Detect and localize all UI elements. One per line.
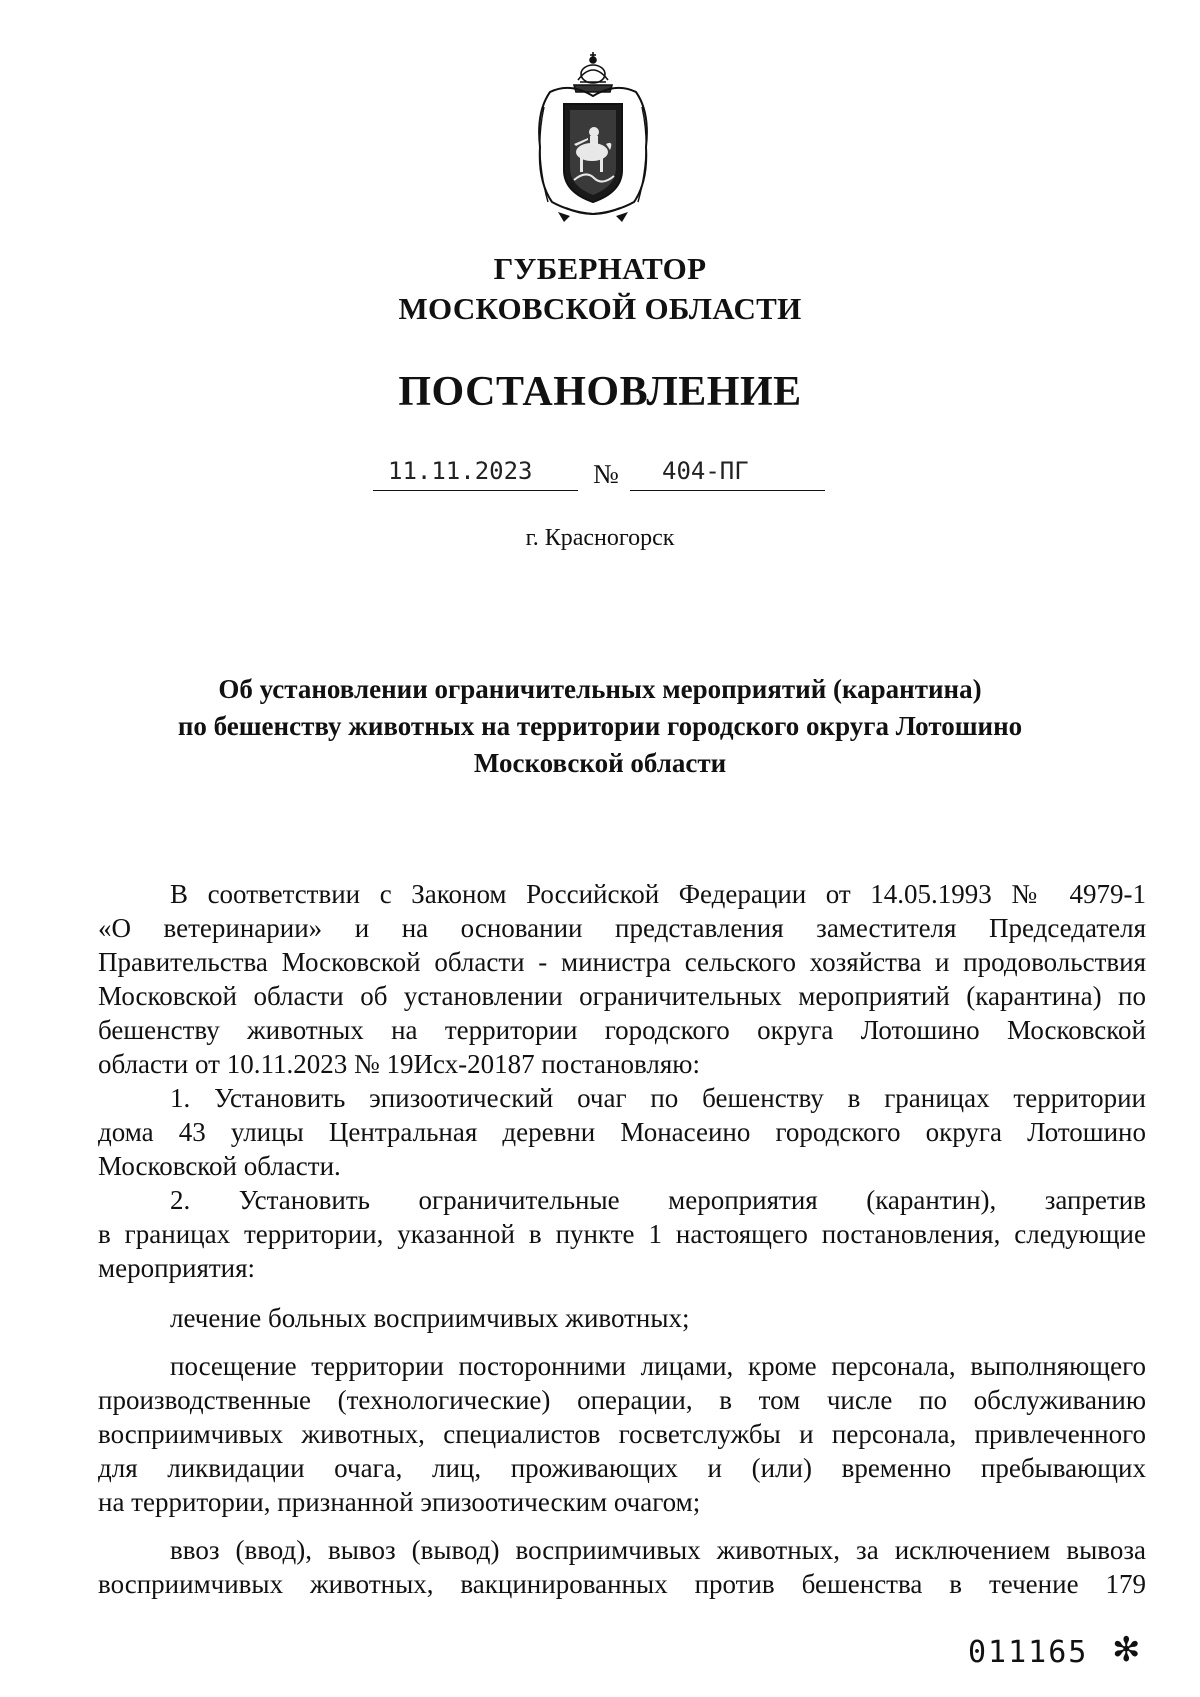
body-line: в границах территории, указанной в пункте 1 настоящего постановления, следующие (98, 1219, 1146, 1249)
number-field (630, 455, 825, 491)
document-type: ПОСТАНОВЛЕНИЕ (398, 369, 802, 415)
title-line-3: Московской области (473, 748, 727, 778)
coat-of-arms-icon (530, 52, 656, 227)
body-line: лечение больных восприимчивых животных; (170, 1303, 690, 1333)
body-line: производственные (технологические) операции, в том числе по обслуживанию (98, 1385, 1146, 1415)
body-line: посещение территории посторонними лицами, кроме персонала, выполняющего (170, 1351, 1146, 1381)
asterisk-mark: ✻ (1112, 1632, 1141, 1669)
body-line: 1. Установить эпизоотический очаг по бешенству в границах территории (170, 1083, 1146, 1113)
body-line: области от 10.11.2023 № 19Исх-20187 постановляю: (98, 1049, 700, 1079)
document-date: 11.11.2023 (388, 457, 533, 485)
title-line-2: по бешенству животных на территории городского округа Лотошино (177, 711, 1023, 741)
authority-line-1: ГУБЕРНАТОР (493, 251, 707, 286)
body-line: дома 43 улицы Центральная деревни Монасеино городского округа Лотошино (98, 1117, 1146, 1147)
number-sign: № (593, 459, 619, 489)
authority-line-2: МОСКОВСКОЙ ОБЛАСТИ (398, 291, 802, 326)
body-line: мероприятия: (98, 1253, 256, 1283)
registration-number: 011165 (968, 1635, 1089, 1670)
body-line: «О ветеринарии» и на основании представления заместителя Председателя (98, 913, 1146, 943)
body-line: 2. Установить ограничительные мероприятия (карантин), запретив (170, 1185, 1146, 1215)
body-line: Правительства Московской области - министра сельского хозяйства и продовольствия (98, 947, 1146, 977)
city-line: г. Красногорск (525, 525, 675, 551)
body-line: ввоз (ввод), вывоз (вывод) восприимчивых животных, за исключением вывоза (170, 1535, 1146, 1565)
body-line: восприимчивых животных, специалистов госветслужбы и персонала, привлеченного (98, 1419, 1146, 1449)
body-line: В соответствии с Законом Российской Федерации от 14.05.1993 № 4979-1 (170, 879, 1146, 909)
body-line: для ликвидации очага, лиц, проживающих и (или) временно пребывающих (98, 1453, 1146, 1483)
body-line: восприимчивых животных, вакцинированных против бешенства в течение 179 (98, 1569, 1146, 1599)
body-line: Московской области об установлении ограничительных мероприятий (карантина) по (98, 981, 1146, 1011)
body-line: Московской области. (98, 1151, 341, 1181)
body-line: бешенству животных на территории городского округа Лотошино Московской (98, 1015, 1146, 1045)
document-number: 404-ПГ (662, 457, 749, 485)
body-line: на территории, признанной эпизоотическим очагом; (98, 1487, 701, 1517)
date-field (373, 455, 578, 491)
title-line-1: Об установлении ограничительных мероприятий (карантина) (218, 674, 982, 704)
